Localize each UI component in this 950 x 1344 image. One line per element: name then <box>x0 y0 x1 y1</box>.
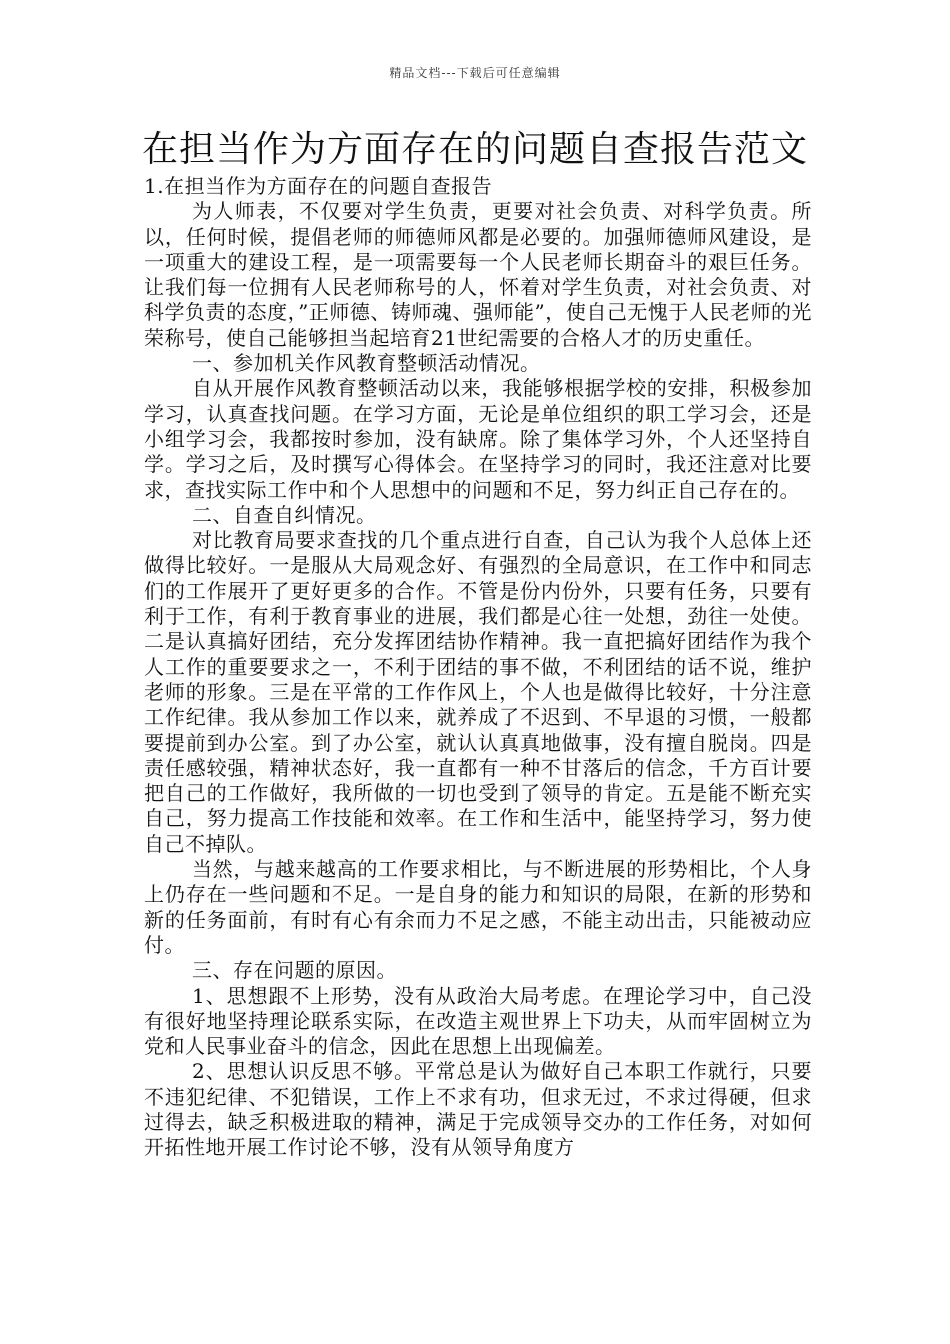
section-heading: 三、存在问题的原因。 <box>192 958 397 983</box>
document-body <box>144 174 812 1161</box>
paragraph: 对比教育局要求查找的几个重点进行自查，自己认为我个人总体上还做得比较好。一是服从大局观念好、有强烈的全局意识，在工作中和同志们的工作展开了更好更多的合作。不管是份内份外，只要有任务，只要有利于工作，有利于教育事业的进展，我们都是心往一处想，劲往一处使。二是认真搞好团结，充分发挥团结协作精神。我一直把搞好团结作为我个人工作的重要要求之一，不利于团结的事不做，不利团结的话不说，维护老师的形象。三是在平常的工作作风上，个人也是做得比较好，十分注意工作纪律。我从参加工作以来，就养成了不迟到、不早退的习惯，一般都要提前到办公室。到了办公室，就认认真真地做事，没有擅自脱岗。四是责任感较强，精神状态好，我一直都有一种不甘落后的信念，千方百计要把自己的工作做好，我所做的一切也受到了领导的肯定。五是能不断充实自己，努力提高工作技能和效率。在工作和生活中，能坚持学习，努力使自己不掉队。 <box>144 528 812 856</box>
paragraph: 当然，与越来越高的工作要求相比，与不断进展的形势相比，个人身上仍存在一些问题和不足。一是自身的能力和知识的局限，在新的形势和新的任务面前，有时有心有余而力不足之感，不能主动出击，只能被动应付。 <box>144 857 812 957</box>
document-title: 在担当作为方面存在的问题自查报告范文 <box>141 129 808 170</box>
paragraph: 为人师表，不仅要对学生负责，更要对社会负责、对科学负责。所以，任何时候，提倡老师的师德师风都是必要的。加强师德师风建设，是一项重大的建设工程，是一项需要每一个人民老师长期奋斗的艰巨任务。让我们每一位拥有人民老师称号的人，怀着对学生负责，对社会负责、对科学负责的态度，”正师德、铸师魂、强师能”，使自己无愧于人民老师的光荣称号，使自己能够担当起培育21世纪需要的合格人才的历史重任。 <box>144 199 812 350</box>
header-note: 精品文档---下载后可任意编辑 <box>389 66 561 80</box>
paragraph: 2、思想认识反思不够。平常总是认为做好自己本职工作就行，只要不违犯纪律、不犯错误，工作上不求有功，但求无过，不求过得硬，但求过得去，缺乏积极进取的精神，满足于完成领导交办的工作任务，对如何开拓性地开展工作讨论不够，没有从领导角度方 <box>144 1059 812 1160</box>
paragraph: 1、思想跟不上形势，没有从政治大局考虑。在理论学习中，自己没有很好地坚持理论联系实际，在改造主观世界上下功夫，从而牢固树立为党和人民事业奋斗的信念，因此在思想上出现偏差。 <box>144 983 812 1059</box>
paragraph: 1.在担当作为方面存在的问题自查报告 <box>144 174 493 198</box>
section-heading: 二、自查自纠情况。 <box>192 502 377 527</box>
paragraph: 自从开展作风教育整顿活动以来，我能够根据学校的安排，积极参加学习，认真查找问题。在学习方面，无论是单位组织的职工学习会，还是小组学习会，我都按时参加，没有缺席。除了集体学习外，个人还坚持自学。学习之后，及时撰写心得体会。在坚持学习的同时，我还注意对比要求，查找实际工作中和个人思想中的问题和不足，努力纠正自己存在的。 <box>144 376 812 502</box>
section-heading: 一、参加机关作风教育整顿活动情况。 <box>192 351 541 376</box>
